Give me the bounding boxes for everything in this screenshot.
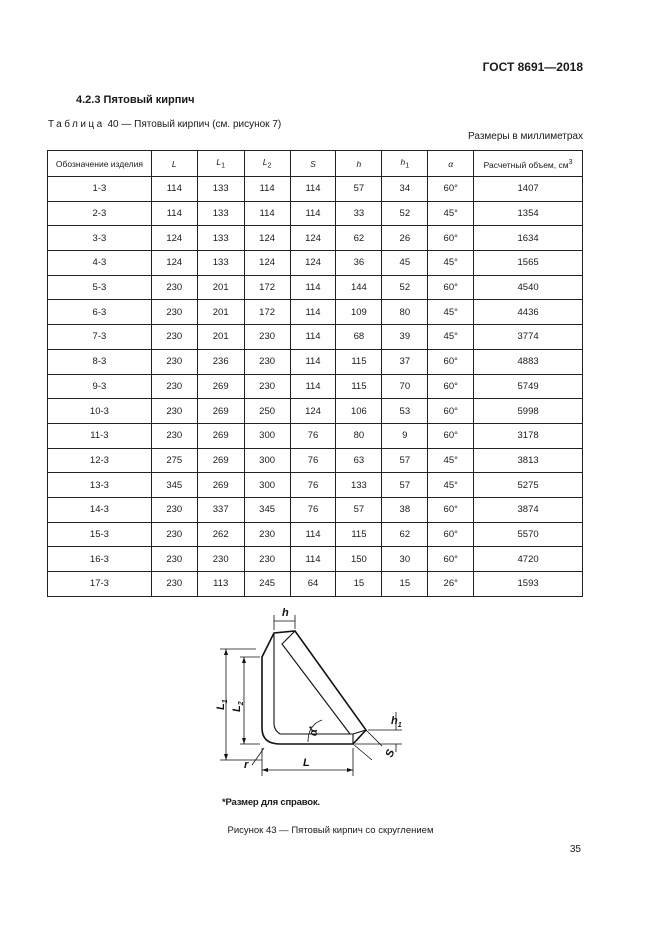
table-cell: 26 xyxy=(382,226,428,251)
table-caption xyxy=(48,119,281,130)
table-cell: 124 xyxy=(290,251,336,276)
table-cell: 114 xyxy=(244,201,290,226)
table-cell: 337 xyxy=(197,497,244,522)
table-cell: 133 xyxy=(197,177,244,202)
header-h1: $h_1$ xyxy=(382,151,428,177)
table-cell: 3774 xyxy=(474,325,583,350)
table-cell: 5998 xyxy=(474,399,583,424)
label-L: L xyxy=(303,757,310,769)
cell-designation: 16-3 xyxy=(48,547,152,572)
label-S: S xyxy=(383,748,398,760)
table-cell: 3874 xyxy=(474,497,583,522)
table-cell: 36 xyxy=(336,251,382,276)
table-cell: 1354 xyxy=(474,201,583,226)
cell-designation: 6-3 xyxy=(48,300,152,325)
table-cell: 60° xyxy=(428,226,474,251)
table-cell: 124 xyxy=(244,226,290,251)
table-cell: 230 xyxy=(151,349,197,374)
table-cell: 133 xyxy=(336,473,382,498)
brick-figure xyxy=(200,600,400,770)
cell-designation: 12-3 xyxy=(48,448,152,473)
table-row xyxy=(48,177,583,202)
table-cell: 269 xyxy=(197,374,244,399)
table-cell: 262 xyxy=(197,522,244,547)
table-cell: 230 xyxy=(244,547,290,572)
table-cell: 9 xyxy=(382,423,428,448)
table-cell: 201 xyxy=(197,325,244,350)
table-cell: 52 xyxy=(382,275,428,300)
table-cell: 62 xyxy=(336,226,382,251)
table-row xyxy=(48,473,583,498)
table-cell: 60° xyxy=(428,547,474,572)
cell-designation: 8-3 xyxy=(48,349,152,374)
table-row xyxy=(48,201,583,226)
header-designation: Обозначение изделия xyxy=(48,151,152,177)
table-cell: 230 xyxy=(151,547,197,572)
table-cell: 57 xyxy=(336,497,382,522)
table-cell: 60° xyxy=(428,399,474,424)
dimensions-table xyxy=(47,150,583,597)
table-cell: 114 xyxy=(290,349,336,374)
table-row xyxy=(48,497,583,522)
table-cell: 62 xyxy=(382,522,428,547)
table-cell: 57 xyxy=(336,177,382,202)
table-caption-text: — Пятовый кирпич (см. рисунок 7) xyxy=(121,119,282,130)
table-cell: 45° xyxy=(428,448,474,473)
table-cell: 144 xyxy=(336,275,382,300)
table-cell: 114 xyxy=(290,374,336,399)
header-L2: $L_2$ xyxy=(244,151,290,177)
units-note: Размеры в миллиметрах xyxy=(468,131,583,142)
table-row xyxy=(48,300,583,325)
table-cell: 4883 xyxy=(474,349,583,374)
table-cell: 300 xyxy=(244,473,290,498)
table-cell: 114 xyxy=(290,201,336,226)
table-cell: 70 xyxy=(382,374,428,399)
table-row xyxy=(48,399,583,424)
table-cell: 172 xyxy=(244,300,290,325)
cell-designation: 10-3 xyxy=(48,399,152,424)
table-cell: 230 xyxy=(151,300,197,325)
table-cell: 60° xyxy=(428,374,474,399)
table-cell: 38 xyxy=(382,497,428,522)
table-cell: 53 xyxy=(382,399,428,424)
table-cell: 30 xyxy=(382,547,428,572)
table-cell: 269 xyxy=(197,473,244,498)
table-cell: 300 xyxy=(244,423,290,448)
table-cell: 269 xyxy=(197,399,244,424)
table-cell: 114 xyxy=(290,275,336,300)
cell-designation: 3-3 xyxy=(48,226,152,251)
table-cell: 4720 xyxy=(474,547,583,572)
header-S: S xyxy=(290,151,336,177)
table-cell: 250 xyxy=(244,399,290,424)
table-row xyxy=(48,423,583,448)
table-cell: 133 xyxy=(197,251,244,276)
table-cell: 114 xyxy=(290,300,336,325)
table-row xyxy=(48,522,583,547)
table-cell: 172 xyxy=(244,275,290,300)
table-cell: 45° xyxy=(428,325,474,350)
table-row xyxy=(48,325,583,350)
header-volume: Расчетный объем, $см^3$ xyxy=(474,151,583,177)
table-cell: 76 xyxy=(290,448,336,473)
figure-footnote: *Размер для справок. xyxy=(222,797,320,808)
table-cell: 300 xyxy=(244,448,290,473)
table-cell: 230 xyxy=(151,399,197,424)
table-cell: 68 xyxy=(336,325,382,350)
table-cell: 245 xyxy=(244,572,290,597)
table-cell: 114 xyxy=(151,177,197,202)
table-cell: 230 xyxy=(197,547,244,572)
table-cell: 5570 xyxy=(474,522,583,547)
table-cell: 60° xyxy=(428,275,474,300)
cell-designation: 13-3 xyxy=(48,473,152,498)
table-cell: 45° xyxy=(428,251,474,276)
table-cell: 39 xyxy=(382,325,428,350)
table-cell: 45° xyxy=(428,201,474,226)
table-cell: 4540 xyxy=(474,275,583,300)
table-cell: 57 xyxy=(382,473,428,498)
table-cell: 60° xyxy=(428,522,474,547)
table-cell: 4436 xyxy=(474,300,583,325)
table-cell: 80 xyxy=(382,300,428,325)
table-cell: 60° xyxy=(428,423,474,448)
table-cell: 33 xyxy=(336,201,382,226)
table-cell: 133 xyxy=(197,201,244,226)
table-cell: 230 xyxy=(151,374,197,399)
label-L1: $L_1$ xyxy=(215,699,229,710)
table-cell: 114 xyxy=(290,547,336,572)
table-cell: 5275 xyxy=(474,473,583,498)
table-cell: 269 xyxy=(197,448,244,473)
figure-caption: Рисунок 43 — Пятовый кирпич со скруглением xyxy=(227,825,434,836)
label-h: h xyxy=(282,607,289,619)
table-cell: 115 xyxy=(336,522,382,547)
table-cell: 115 xyxy=(336,374,382,399)
header-L: L xyxy=(151,151,197,177)
table-row xyxy=(48,374,583,399)
table-cell: 345 xyxy=(151,473,197,498)
cell-designation: 17-3 xyxy=(48,572,152,597)
table-row xyxy=(48,226,583,251)
table-cell: 26° xyxy=(428,572,474,597)
table-cell: 124 xyxy=(290,399,336,424)
table-cell: 80 xyxy=(336,423,382,448)
label-alpha: α* xyxy=(308,726,320,736)
table-cell: 230 xyxy=(244,522,290,547)
table-cell: 114 xyxy=(290,177,336,202)
table-cell: 60° xyxy=(428,177,474,202)
table-caption-number: 40 xyxy=(107,119,119,130)
table-cell: 76 xyxy=(290,497,336,522)
table-cell: 1593 xyxy=(474,572,583,597)
cell-designation: 15-3 xyxy=(48,522,152,547)
table-cell: 45° xyxy=(428,300,474,325)
table-cell: 3813 xyxy=(474,448,583,473)
table-caption-label: Таблица xyxy=(48,119,105,130)
table-cell: 133 xyxy=(197,226,244,251)
table-cell: 275 xyxy=(151,448,197,473)
page-number: 35 xyxy=(569,844,581,855)
table-cell: 269 xyxy=(197,423,244,448)
table-cell: 109 xyxy=(336,300,382,325)
table-cell: 15 xyxy=(382,572,428,597)
label-L2: $L_2$ xyxy=(231,701,245,712)
table-cell: 230 xyxy=(151,497,197,522)
table-cell: 113 xyxy=(197,572,244,597)
cell-designation: 11-3 xyxy=(48,423,152,448)
header-h: h xyxy=(336,151,382,177)
table-cell: 150 xyxy=(336,547,382,572)
table-row xyxy=(48,547,583,572)
table-row xyxy=(48,572,583,597)
table-cell: 1407 xyxy=(474,177,583,202)
section-title: Пятовый кирпич xyxy=(103,94,195,106)
cell-designation: 14-3 xyxy=(48,497,152,522)
table-cell: 37 xyxy=(382,349,428,374)
table-header-row xyxy=(48,151,583,177)
table-row xyxy=(48,448,583,473)
cell-designation: 4-3 xyxy=(48,251,152,276)
header-alpha: α xyxy=(428,151,474,177)
header-L1: $L_1$ xyxy=(197,151,244,177)
table-cell: 63 xyxy=(336,448,382,473)
table-cell: 114 xyxy=(290,522,336,547)
table-cell: 1634 xyxy=(474,226,583,251)
table-cell: 345 xyxy=(244,497,290,522)
table-cell: 60° xyxy=(428,497,474,522)
cell-designation: 7-3 xyxy=(48,325,152,350)
table-cell: 60° xyxy=(428,349,474,374)
table-cell: 114 xyxy=(151,201,197,226)
cell-designation: 5-3 xyxy=(48,275,152,300)
table-row xyxy=(48,349,583,374)
table-cell: 124 xyxy=(244,251,290,276)
table-cell: 45 xyxy=(382,251,428,276)
cell-designation: 1-3 xyxy=(48,177,152,202)
table-cell: 45° xyxy=(428,473,474,498)
cell-designation: 9-3 xyxy=(48,374,152,399)
table-cell: 236 xyxy=(197,349,244,374)
table-cell: 76 xyxy=(290,473,336,498)
table-row xyxy=(48,275,583,300)
table-cell: 230 xyxy=(151,522,197,547)
table-cell: 201 xyxy=(197,275,244,300)
table-cell: 114 xyxy=(244,177,290,202)
table-cell: 114 xyxy=(290,325,336,350)
table-cell: 124 xyxy=(151,251,197,276)
table-cell: 230 xyxy=(151,325,197,350)
table-cell: 115 xyxy=(336,349,382,374)
table-cell: 52 xyxy=(382,201,428,226)
label-h1: $h_1$ xyxy=(391,715,402,729)
table-cell: 230 xyxy=(244,349,290,374)
table-cell: 76 xyxy=(290,423,336,448)
table-cell: 124 xyxy=(151,226,197,251)
table-cell: 230 xyxy=(151,572,197,597)
brick-inner-edges xyxy=(274,631,366,744)
table-cell: 34 xyxy=(382,177,428,202)
table-cell: 106 xyxy=(336,399,382,424)
table-cell: 230 xyxy=(244,325,290,350)
table-cell: 64 xyxy=(290,572,336,597)
table-cell: 15 xyxy=(336,572,382,597)
table-cell: 5749 xyxy=(474,374,583,399)
table-cell: 230 xyxy=(244,374,290,399)
dimension-S xyxy=(353,730,382,760)
table-body xyxy=(48,177,583,597)
table-cell: 230 xyxy=(151,275,197,300)
section-number: 4.2.3 xyxy=(76,94,101,106)
cell-designation: 2-3 xyxy=(48,201,152,226)
document-code: ГОСТ 8691—2018 xyxy=(482,60,583,74)
table-cell: 57 xyxy=(382,448,428,473)
section-heading xyxy=(76,94,195,106)
table-cell: 3178 xyxy=(474,423,583,448)
label-r: r xyxy=(244,759,249,771)
table-cell: 201 xyxy=(197,300,244,325)
table-row xyxy=(48,251,583,276)
table-cell: 230 xyxy=(151,423,197,448)
table-cell: 1565 xyxy=(474,251,583,276)
table-cell: 124 xyxy=(290,226,336,251)
